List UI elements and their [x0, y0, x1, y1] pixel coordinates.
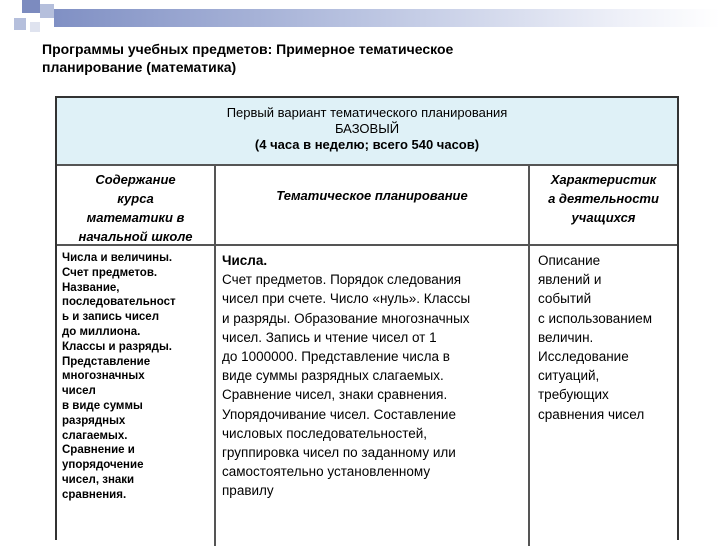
column-headers [57, 166, 677, 246]
content-line: в виде суммы [62, 399, 143, 412]
content-line: разрядных [62, 414, 126, 427]
content-line: Классы и разряды. [62, 340, 172, 353]
column-header-line: Тематическое планирование [276, 188, 468, 203]
content-line: последовательност [62, 296, 176, 309]
activity-line: Исследование [538, 349, 629, 365]
planning-line: до 1000000. Представление числа в [222, 349, 450, 365]
planning-line: Сравнение чисел, знаки сравнения. [222, 387, 448, 403]
slide-title-line: Программы учебных предметов: Примерное тематическое [42, 41, 454, 57]
decor-square [22, 0, 40, 13]
planning-line: числовых последовательностей, [222, 425, 428, 441]
decor-gradient-bar [54, 9, 720, 27]
activity-line: с использованием [538, 310, 653, 326]
content-line: упорядочение [62, 459, 144, 472]
content-line: до миллиона. [62, 325, 141, 338]
content-line: Название, [62, 281, 120, 294]
header-line: Первый вариант тематического планирования [226, 105, 508, 120]
planning-line: правилу [222, 483, 274, 499]
planning-line: виде суммы разрядных слагаемых. [222, 368, 444, 384]
planning-line: чисел. Запись и чтение чисел от 1 [222, 329, 437, 345]
column-header-activity [530, 166, 677, 244]
activity-cell [530, 246, 677, 546]
planning-title: Числа. [222, 253, 268, 268]
activity-line: явлений и [538, 272, 602, 288]
content-line: слагаемых. [62, 429, 128, 442]
table-row [57, 246, 677, 546]
activity-line: Описание [538, 253, 601, 268]
planning-table [55, 96, 679, 540]
activity-line: величин. [538, 329, 594, 345]
column-header-line: курса [117, 191, 154, 206]
column-header-line: учащихся [571, 210, 636, 225]
activity-line: ситуаций, [538, 368, 600, 384]
slide-title-line: планирование (математика) [42, 59, 237, 75]
content-line: Числа и величины. [62, 252, 173, 264]
column-header-line: а деятельности [548, 191, 659, 206]
column-header-planning [216, 166, 530, 244]
planning-line: самостоятельно установленному [222, 464, 431, 480]
decor-square [40, 4, 54, 18]
column-header-line: Характеристик [550, 172, 657, 187]
decor-square [30, 22, 40, 32]
planning-cell [216, 246, 530, 546]
header-line: (4 часа в неделю; всего 540 часов) [254, 137, 480, 152]
content-line: чисел, знаки [62, 473, 135, 486]
activity-line: событий [538, 291, 592, 307]
activity-line: сравнения чисел [538, 406, 645, 422]
content-line: чисел [62, 385, 96, 398]
content-line: ь и запись чисел [62, 311, 160, 324]
content-line: Представление [62, 355, 151, 368]
content-line: Сравнение и [62, 444, 135, 457]
planning-line: группировка чисел по заданному или [222, 445, 456, 461]
column-header-line: Содержание [95, 172, 176, 187]
content-line: сравнения. [62, 488, 127, 501]
decor-square [14, 18, 26, 30]
header-line: БАЗОВЫЙ [334, 121, 400, 136]
planning-line: чисел при счете. Число «нуль». Классы [222, 291, 471, 307]
column-header-line: математики в [86, 210, 185, 225]
planning-line: и разряды. Образование многозначных [222, 310, 470, 326]
column-header-content [57, 166, 216, 244]
planning-line: Упорядочивание чисел. Составление [222, 406, 456, 422]
slide-title [42, 40, 582, 76]
content-line: Счет предметов. [62, 266, 158, 279]
content-line: многозначных [62, 370, 145, 383]
table-header [57, 98, 677, 166]
activity-line: требующих [538, 387, 609, 403]
content-cell [57, 246, 216, 546]
planning-line: Счет предметов. Порядок следования [222, 272, 462, 288]
column-header-line: начальной школе [78, 229, 193, 244]
